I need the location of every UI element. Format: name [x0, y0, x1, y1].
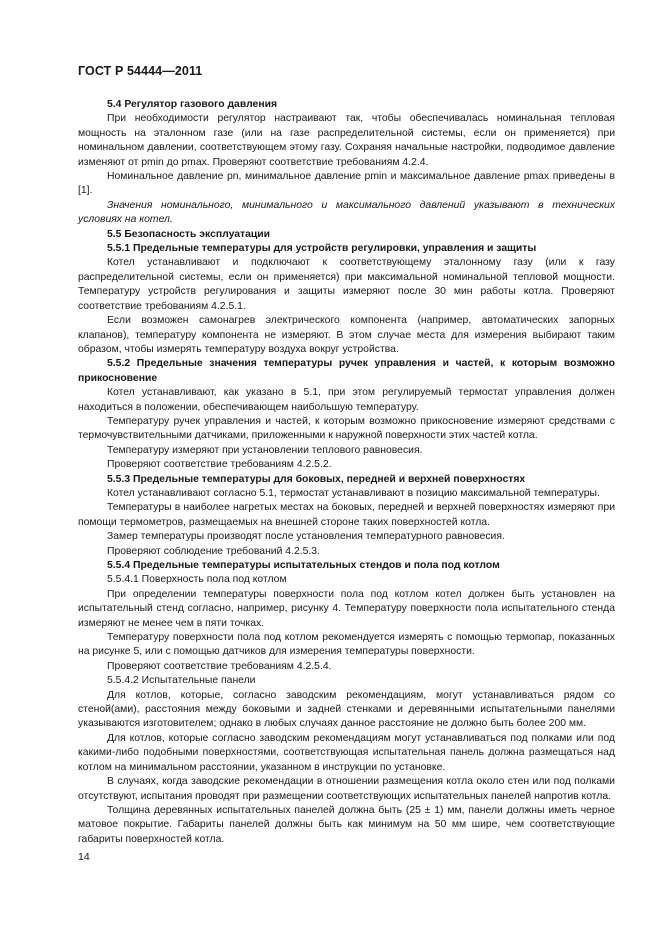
paragraph: Котел устанавливают, как указано в 5.1, при этом регулируемый термостат управления должен находиться в положении, обеспечивающем наибольшую температуру. [78, 387, 615, 413]
subsection-heading: 5.5.4 Предельные температуры испытательных стендов и пола под котлом [107, 560, 500, 571]
paragraph: При определении температуры поверхности пола под котлом котел должен быть установлен на испытательный стенд согласно, например, рисунку 4. Температуру поверхности пола испытательного стенда измеряют не менее чем в пяти точках. [78, 588, 615, 629]
paragraph: Температуру поверхности пола под котлом рекомендуется измерять с помощью термопар, показанных на рисунке 5, или с помощью датчиков для измерения температуры поверхности. [78, 632, 615, 658]
paragraph: Котел устанавливают и подключают к соответствующему эталонному газу (или к газу распределительной системы, если он применяется) при максимальной номинальной тепловой мощности. Температуру устройств регулирования и защиты измеряют после 30 мин работы котла. Проверяют соответствие требованиям 4.2.5.1. [78, 257, 615, 312]
paragraph: В случаях, когда заводские рекомендации в отношении размещения котла около стен или под полками отсутствуют, испытания проводят при размещении соответствующих испытательных панелей напротив котла. [78, 776, 615, 802]
paragraph: Котел устанавливают согласно 5.1, термостат устанавливают в позицию максимальной температуры. [107, 487, 600, 499]
subsection-heading: 5.5.2 Предельные значения температуры ручек управления и частей, к которым возможно прикосновение [78, 358, 615, 384]
paragraph: При необходимости регулятор настраивают так, чтобы обеспечивалась номинальная тепловая мощность на эталонном газе (или на газе распределительной системы, если он применяется) при номинальном давлении, соответствующем этому газу. Сохраняя начальные настройки, подводимое давление изменяют от pmin до pmax. Проверяют соответствие требованиям 4.2.4. [78, 113, 615, 168]
paragraph: Толщина деревянных испытательных панелей должна быть (25 ± 1) мм, панели должны иметь черное матовое покрытие. Габариты панелей должны быть как минимум на 50 мм шире, чем соответствующие габариты поверхностей котла. [78, 804, 615, 845]
paragraph: Температуру ручек управления и частей, к которым возможно прикосновение измеряют средствами с термочувствительными датчиками, приложенными к наружной поверхности этих частей котла. [78, 415, 615, 442]
paragraph: Замер температуры производят после установления температурного равновесия. [107, 531, 505, 543]
paragraph: Проверяют соответствие требованиям 4.2.5.4. [107, 660, 332, 672]
paragraph: Температуру измеряют при установлении теплового равновесия. [107, 444, 423, 456]
page-number: 14 [78, 851, 90, 863]
section-heading: 5.5 Безопасность эксплуатации [107, 228, 271, 240]
section-heading: 5.4 Регулятор газового давления [107, 99, 278, 110]
paragraph: Для котлов, которые, согласно заводским рекомендациям, могут устанавливаться рядом со стеной(ами), расстояния между боковыми и задней стенками и деревянными испытательными панелями указываются изготовителем; однако в любых случаях данное расстояние не должно быть более 200 мм. [78, 689, 615, 730]
paragraph: Номинальное давление pn, минимальное давление pmin и максимальное давление pmax приведены в [1]. [78, 171, 615, 197]
subsection-heading: 5.5.3 Предельные температуры для боковых, передней и верхней поверхностях [107, 473, 526, 485]
paragraph: Если возможен самонагрев электрического компонента (например, автоматических запорных клапанов), температуру компонента не измеряют. В этом случае места для измерения выбирают таким образом, чтобы измерять температуру воздуха вокруг устройства. [78, 315, 615, 355]
paragraph: Проверяют соответствие требованиям 4.2.5.2. [107, 459, 332, 471]
note-paragraph: Значения номинального, минимального и максимального давлений указывают в технических условиях на котел. [78, 199, 615, 226]
subsection-heading: 5.5.1 Предельные температуры для устройств регулировки, управления и защиты [107, 243, 537, 255]
clause-title: 5.5.4.2 Испытательные панели [107, 675, 256, 687]
paragraph: Проверяют соблюдение требований 4.2.5.3. [107, 545, 320, 557]
paragraph: Для котлов, которые согласно заводским рекомендациям могут устанавливаться под полками или под какими-либо подобными поверхностями, соответствующая испытательная панель должна размещаться над котлом на минимальном расстоянии, указанном в инструкции по установке. [78, 732, 615, 773]
document-header: ГОСТ Р 54444—2011 [78, 64, 203, 78]
clause-title: 5.5.4.1 Поверхность пола под котлом [107, 574, 287, 586]
paragraph: Температуры в наиболее нагретых местах на боковых, передней и верхней поверхностях измеряют при помощи термометров, размещаемых на внешней стороне таких поверхностей котла. [78, 502, 615, 528]
document-body [78, 98, 615, 847]
